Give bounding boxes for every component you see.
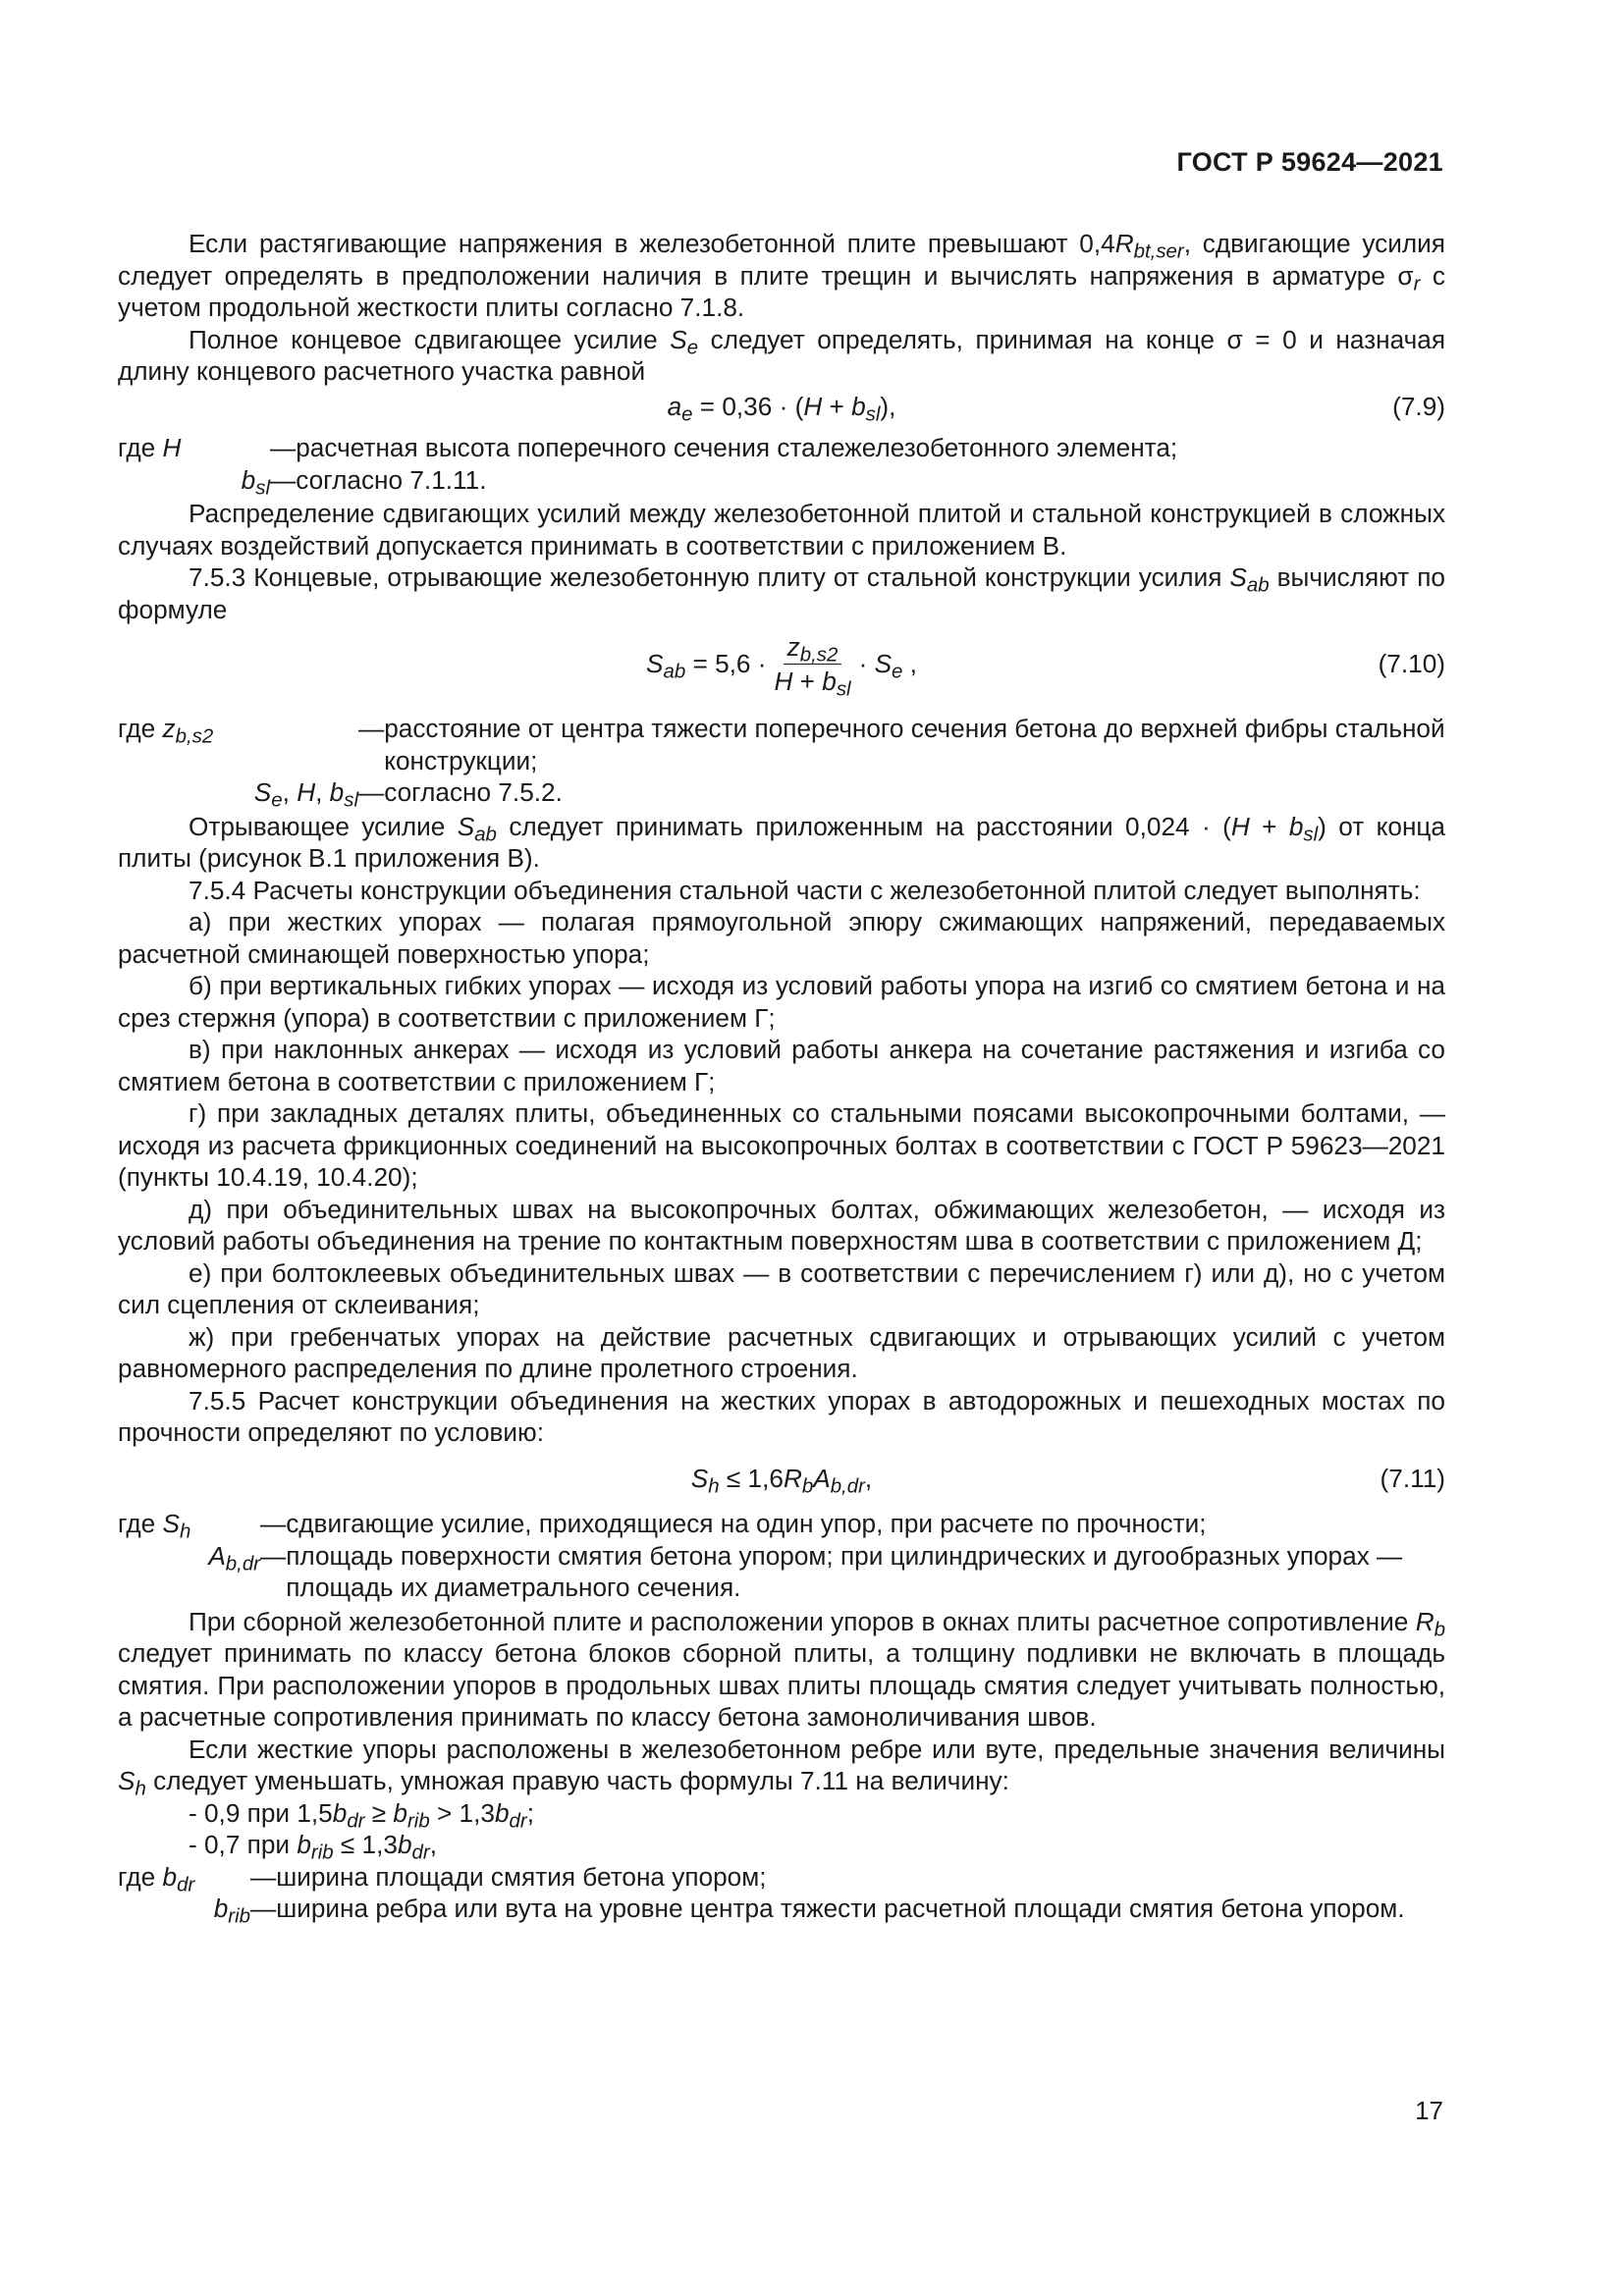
definition-text: [296, 432, 1445, 464]
math-symbol: S: [874, 649, 893, 679]
math-symbol: S: [670, 324, 687, 354]
text-run: с учетом продольной жесткости плиты согласно 7.1.8.: [118, 260, 1445, 322]
text-run: ширина ребра или вута на уровне центра тяжести расчетной площади смятия бетона упором.: [276, 1894, 1405, 1923]
subscript: h: [135, 1778, 146, 1800]
text-run: ширина площади смятия бетона упором;: [276, 1861, 767, 1892]
document-body: [118, 228, 1445, 1927]
text-run: следует принимать приложенным на расстоянии 0,024 · (: [496, 811, 1231, 841]
math-symbol: A: [813, 1463, 831, 1493]
subscript: b: [1434, 1619, 1445, 1641]
text-run: где: [118, 1861, 163, 1892]
definition-symbol: [118, 1540, 260, 1604]
equation-number: (7.11): [1380, 1463, 1445, 1493]
text-run: ≤ 1,6: [719, 1463, 784, 1493]
text-run: сдвигающие усилие, приходящиеся на один упор, при расчете по прочности;: [286, 1509, 1207, 1538]
em-dash: —: [358, 714, 385, 743]
text-run: где: [118, 714, 163, 743]
symbol-definitions: [118, 432, 1445, 500]
paragraph: [118, 1606, 1445, 1734]
definition-text: [276, 1861, 1445, 1894]
subscript: dr: [509, 1810, 527, 1833]
subscript: rib: [407, 1810, 430, 1833]
paragraph: [118, 1194, 1445, 1257]
text-run: Полное концевое сдвигающее усилие: [189, 324, 671, 354]
definition-symbol: [118, 1508, 260, 1543]
text-run: б) при вертикальных гибких упорах — исходя из условий работы упора на изгиб со смятием бетона и на срез стержня (упора) в соответствии с приложением Г;: [118, 971, 1445, 1033]
subscript: dr: [411, 1842, 430, 1864]
text-run: 7.5.5 Расчет конструкции объединения на жестких упорах в автодорожных и пешеходных мостах по прочности определяют по условию:: [118, 1385, 1445, 1447]
text-run: ,: [902, 649, 917, 679]
text-run: ,: [864, 1463, 873, 1493]
math-symbol: b: [397, 1830, 412, 1859]
math-symbol: b: [297, 1830, 311, 1859]
text-run: ж) при гребенчатых упорах на действие расчетных сдвигающих и отрывающих усилий с учетом равномерного распределения по длине пролетного строения.: [118, 1321, 1445, 1383]
definition-text: [286, 1540, 1445, 1604]
text-run: 7.5.3 Концевые, отрывающие железобетонную плиту от стальной конструкции усилия: [189, 562, 1230, 592]
text-run: - 0,9 при 1,5: [189, 1797, 333, 1828]
subscript: b,s2: [799, 644, 839, 667]
em-dash: —: [260, 1509, 287, 1538]
text-run: ,: [315, 777, 330, 807]
subscript: dr: [177, 1874, 195, 1896]
subscript: sl: [865, 403, 881, 426]
text-run: , сдвигающие усилия следует определять в предположении наличия в плите трещин и вычислять напряжения в арматуре σ: [118, 229, 1445, 291]
math-symbol: z: [162, 714, 176, 743]
text-run: вычисляют по формуле: [118, 562, 1445, 624]
subscript: ab: [663, 661, 686, 683]
paragraph: [118, 1385, 1445, 1449]
text-run: ·: [858, 649, 875, 679]
math-symbol: A: [208, 1540, 226, 1571]
paragraph: [118, 324, 1445, 388]
text-run: +: [792, 667, 823, 696]
definition-symbol: [118, 776, 358, 812]
subscript: e: [271, 789, 283, 812]
subscript: rib: [310, 1842, 334, 1864]
paragraph: [118, 1097, 1445, 1194]
text-run: следует определять, принимая на конце σ = 0 и назначая длину концевого расчетного участка равной: [118, 324, 1446, 386]
subscript: b,s2: [175, 725, 214, 748]
math-symbol: S: [646, 649, 664, 679]
definition-symbol: [118, 1893, 250, 1928]
equation-expression: [667, 391, 896, 426]
text-run: = 0,36 · (: [692, 391, 804, 421]
text-run: ) от конца плиты (рисунок В.1 приложения В).: [118, 811, 1445, 873]
text-run: Если растягивающие напряжения в железобетонной плите превышают 0,4: [189, 229, 1115, 258]
paragraph: [118, 498, 1445, 561]
subscript: h: [708, 1475, 720, 1498]
text-run: площадь поверхности смятия бетона упором; при цилиндрических и дугообразных упорах — площадь их диаметрального сечения.: [286, 1540, 1403, 1602]
math-symbol: a: [667, 391, 682, 421]
math-symbol: S: [690, 1463, 709, 1493]
text-run: согласно 7.1.11.: [296, 464, 487, 495]
equation-expression: [690, 1463, 873, 1498]
fraction-numerator: [784, 631, 842, 665]
paragraph: [118, 1734, 1445, 1800]
math-symbol: H: [774, 667, 793, 696]
math-symbol: b: [332, 1797, 348, 1828]
em-dash: —: [260, 1540, 287, 1571]
text-run: г) при закладных деталях плиты, объединенных со стальными поясами высокопрочными болтами, — исходя из расчета фрикционных соединений на высокопрочных болтах в соответствии с ГОСТ Р 59623—2021 (пункты 10.4.19, 10.4.20);: [118, 1098, 1445, 1192]
symbol-definitions: [118, 1508, 1445, 1604]
math-symbol: H: [162, 433, 182, 462]
math-symbol: b: [241, 464, 256, 495]
definition-text: [384, 713, 1445, 776]
subscript: ab: [474, 824, 497, 846]
math-symbol: H: [297, 777, 316, 807]
subscript: r: [1413, 273, 1421, 295]
equation-number: (7.10): [1378, 649, 1445, 679]
subscript: sl: [344, 789, 358, 812]
text-run: = 5,6 ·: [685, 649, 767, 679]
math-symbol: b: [162, 1861, 178, 1892]
definition-text: [384, 776, 1445, 809]
subscript: sl: [255, 477, 270, 500]
text-run: где: [118, 433, 163, 462]
em-dash: —: [270, 433, 297, 462]
subscript: e: [681, 403, 693, 426]
text-run: - 0,7 при: [189, 1830, 298, 1859]
subscript: ab: [1246, 574, 1270, 597]
math-symbol: b: [851, 391, 866, 421]
math-symbol: S: [457, 811, 475, 841]
text-run: ≤ 1,3: [333, 1830, 398, 1859]
list-item: [118, 1797, 1445, 1833]
subscript: dr: [347, 1810, 365, 1833]
subscript: b,dr: [830, 1475, 865, 1498]
page-number: 17: [1415, 2096, 1443, 2125]
em-dash: —: [270, 464, 297, 495]
math-symbol: b: [822, 667, 837, 696]
list-item: [118, 1829, 1445, 1864]
math-symbol: R: [1114, 229, 1134, 258]
subscript: h: [179, 1521, 191, 1543]
em-dash: —: [250, 1861, 277, 1892]
text-run: а) при жестких упорах — полагая прямоугольной эпюру сжимающих напряжений, передаваемых расчетной сминающей поверхностью упора;: [118, 907, 1445, 969]
text-run: следует уменьшать, умножая правую часть формулы 7.11 на величину:: [145, 1766, 1009, 1795]
text-run: ;: [526, 1797, 534, 1828]
paragraph: [118, 228, 1445, 324]
definition-symbol: [118, 432, 270, 464]
math-symbol: b: [213, 1894, 229, 1923]
math-symbol: b: [494, 1797, 510, 1828]
math-symbol: S: [162, 1509, 180, 1538]
paragraph: [118, 1257, 1445, 1321]
text-run: Отрывающее усилие: [189, 811, 458, 841]
text-run: > 1,3: [429, 1797, 495, 1828]
math-symbol: S: [118, 1766, 135, 1795]
paragraph: [118, 561, 1445, 625]
math-symbol: S: [1229, 562, 1247, 592]
symbol-definitions: [118, 713, 1445, 812]
text-run: следует принимать по классу бетона блоков сборной плиты, а толщину подливки не включать в площадь смятия. При расположении упоров в продольных швах плиты площадь смятия следует учитывать полностью, а расчетные сопротивления принимать по классу бетона замоноличивания швов.: [118, 1638, 1445, 1732]
text-run: Если жесткие упоры расположены в железобетонном ребре или вуте, предельные значения величины: [189, 1734, 1445, 1764]
text-run: ),: [880, 391, 896, 421]
em-dash: —: [358, 777, 385, 807]
text-run: Распределение сдвигающих усилий между железобетонной плитой и стальной конструкцией в сложных случаях воздействий допускается принимать в соответствии с приложением В.: [118, 499, 1445, 561]
text-run: согласно 7.5.2.: [384, 777, 563, 807]
math-symbol: S: [253, 777, 272, 807]
subscript: b: [801, 1475, 814, 1498]
subscript: e: [892, 661, 903, 683]
symbol-definitions: [118, 1861, 1445, 1928]
fraction-denominator: [770, 665, 854, 701]
paragraph: [118, 811, 1445, 875]
math-symbol: z: [786, 632, 800, 662]
definition-symbol: [118, 1861, 250, 1894]
math-symbol: H: [1230, 811, 1250, 841]
math-symbol: R: [1415, 1606, 1435, 1636]
equation: [118, 391, 1445, 426]
paragraph: [118, 970, 1445, 1034]
subscript: bt,ser: [1133, 240, 1184, 263]
subscript: b,dr: [225, 1553, 260, 1575]
subscript: sl: [836, 678, 851, 701]
equation-expression: [646, 631, 917, 701]
fraction: [770, 631, 854, 701]
definition-symbol: [118, 713, 358, 776]
paragraph: [118, 1034, 1445, 1097]
text-run: в) при наклонных анкерах — исходя из условий работы анкера на сочетание растяжения и изгиба со смятием бетона в соответствии с приложением Г;: [118, 1035, 1445, 1096]
text-run: д) при объединительных швах на высокопрочных болтах, обжимающих железобетон, — исходя из условий работы объединения на трение по контактным поверхностям шва в соответствии с приложением Д;: [118, 1194, 1445, 1255]
math-symbol: b: [329, 777, 345, 807]
definition-text: [286, 1508, 1445, 1540]
paragraph: [118, 875, 1445, 907]
text-run: е) при болтоклеевых объединительных швах — в соответствии с перечислением г) или д), но с учетом сил сцепления от склеивания;: [118, 1257, 1445, 1319]
text-run: +: [822, 391, 852, 421]
text-run: ≥: [364, 1797, 394, 1828]
math-symbol: R: [783, 1463, 802, 1493]
em-dash: —: [250, 1894, 277, 1923]
equation-number: (7.9): [1392, 391, 1445, 421]
equation: [118, 1463, 1445, 1498]
text-run: ,: [429, 1830, 437, 1859]
equation: [118, 631, 1445, 701]
text-run: расчетная высота поперечного сечения сталежелезобетонного элемента;: [296, 433, 1178, 462]
text-run: где: [118, 1509, 163, 1538]
paragraph: [118, 1321, 1445, 1385]
text-run: При сборной железобетонной плите и расположении упоров в окнах плиты расчетное сопротивление: [189, 1606, 1416, 1636]
math-symbol: b: [393, 1797, 407, 1828]
subscript: rib: [228, 1905, 250, 1928]
math-symbol: b: [1288, 811, 1304, 841]
text-run: ,: [282, 777, 298, 807]
definition-text: [276, 1893, 1445, 1925]
paragraph: [118, 906, 1445, 970]
definition-symbol: [118, 464, 270, 500]
text-run: расстояние от центра тяжести поперечного сечения бетона до верхней фибры стальной конструкции;: [384, 714, 1445, 775]
subscript: e: [686, 337, 699, 359]
math-symbol: H: [803, 391, 823, 421]
document-id-header: ГОСТ Р 59624—2021: [1176, 147, 1443, 177]
text-run: 7.5.4 Расчеты конструкции объединения стальной части с железобетонной плитой следует выполнять:: [189, 875, 1421, 905]
definition-text: [296, 464, 1445, 497]
subscript: sl: [1303, 824, 1319, 846]
text-run: +: [1249, 811, 1289, 841]
